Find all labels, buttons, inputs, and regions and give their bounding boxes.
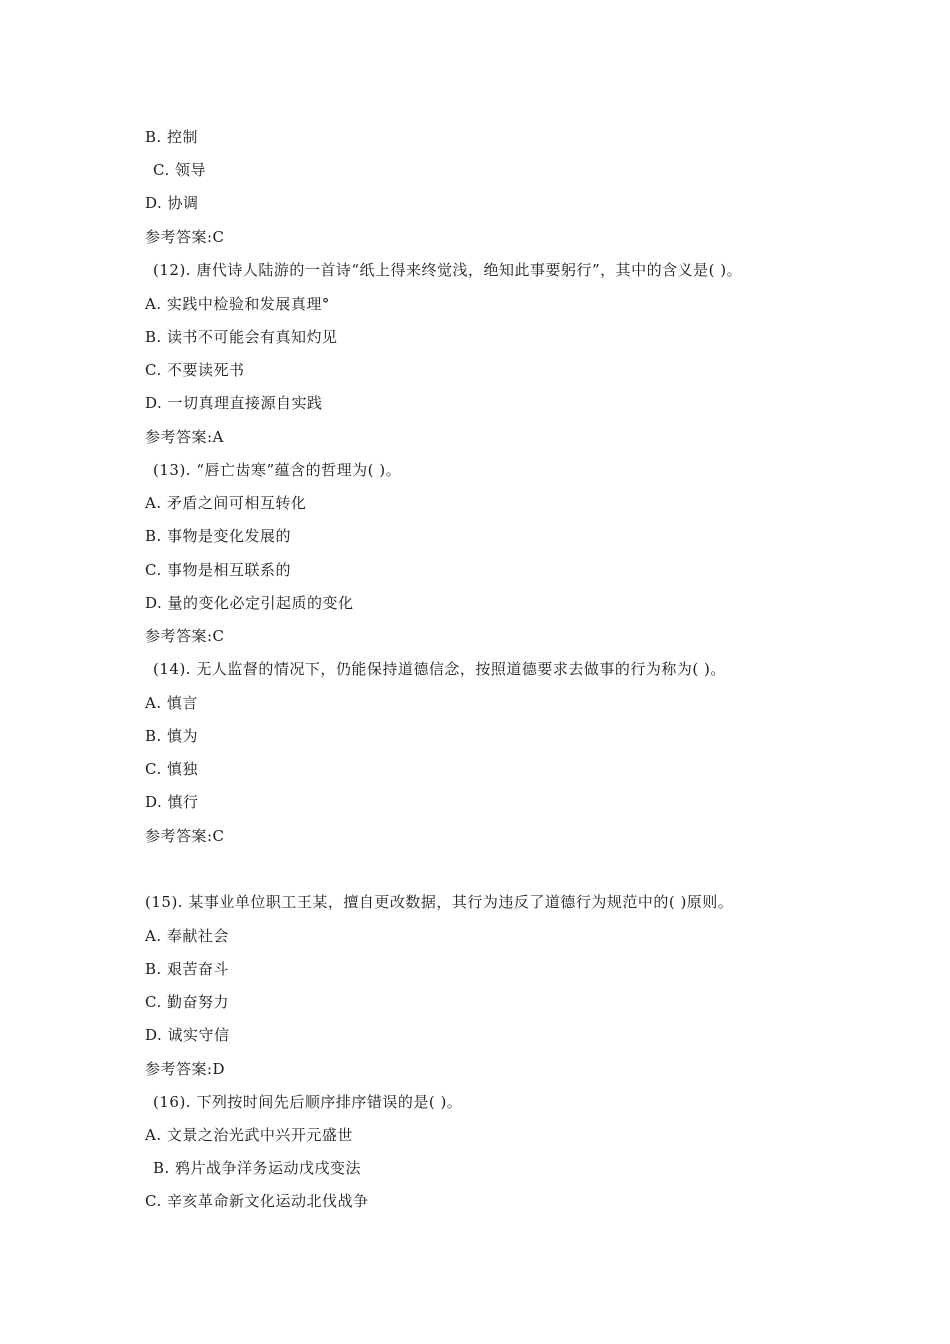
answer-line: 参考答案:C bbox=[145, 228, 225, 246]
answer-line: 参考答案:C bbox=[145, 627, 225, 645]
option-b: B. 鸦片战争洋务运动戊戌变法 bbox=[153, 1159, 362, 1177]
question-14: (14). 无人监督的情况下，仍能保持道德信念，按照道德要求去做事的行为称为( )。 bbox=[153, 660, 726, 678]
answer-line: 参考答案:D bbox=[145, 1060, 226, 1078]
option-a: A. 矛盾之间可相互转化 bbox=[145, 494, 307, 512]
option-c: C. 辛亥革命新文化运动北伐战争 bbox=[145, 1192, 369, 1210]
answer-line: 参考答案:A bbox=[145, 428, 224, 446]
option-a: A. 慎言 bbox=[145, 694, 198, 712]
question-16: (16). 下列按时间先后顺序排序错误的是( )。 bbox=[153, 1093, 463, 1111]
option-b: B. 控制 bbox=[145, 128, 199, 146]
option-c: C. 领导 bbox=[153, 161, 206, 179]
option-d: D. 慎行 bbox=[145, 793, 199, 811]
option-b: B. 读书不可能会有真知灼见 bbox=[145, 328, 338, 346]
option-c: C. 不要读死书 bbox=[145, 361, 245, 379]
answer-line: 参考答案:C bbox=[145, 827, 225, 845]
question-12: (12). 唐代诗人陆游的一首诗“纸上得来终觉浅，绝知此事要躬行”，其中的含义是( )。 bbox=[153, 261, 743, 279]
option-b: B. 慎为 bbox=[145, 727, 199, 745]
question-15: (15). 某事业单位职工王某，擅自更改数据，其行为违反了道德行为规范中的( )原则。 bbox=[145, 893, 734, 911]
option-a: A. 奉献社会 bbox=[145, 927, 229, 945]
option-d: D. 诚实守信 bbox=[145, 1026, 230, 1044]
option-c: C. 勤奋努力 bbox=[145, 993, 229, 1011]
option-a: A. 实践中检验和发展真理° bbox=[145, 295, 330, 313]
question-13: (13). “唇亡齿寒”蕴含的哲理为( )。 bbox=[153, 461, 402, 479]
option-c: C. 事物是相互联系的 bbox=[145, 561, 291, 579]
option-d: D. 量的变化必定引起质的变化 bbox=[145, 594, 354, 612]
option-d: D. 协调 bbox=[145, 194, 199, 212]
option-d: D. 一切真理直接源自实践 bbox=[145, 394, 323, 412]
option-a: A. 文景之治光武中兴开元盛世 bbox=[145, 1126, 353, 1144]
option-b: B. 事物是变化发展的 bbox=[145, 527, 292, 545]
option-b: B. 艰苦奋斗 bbox=[145, 960, 230, 978]
option-c: C. 慎独 bbox=[145, 760, 198, 778]
